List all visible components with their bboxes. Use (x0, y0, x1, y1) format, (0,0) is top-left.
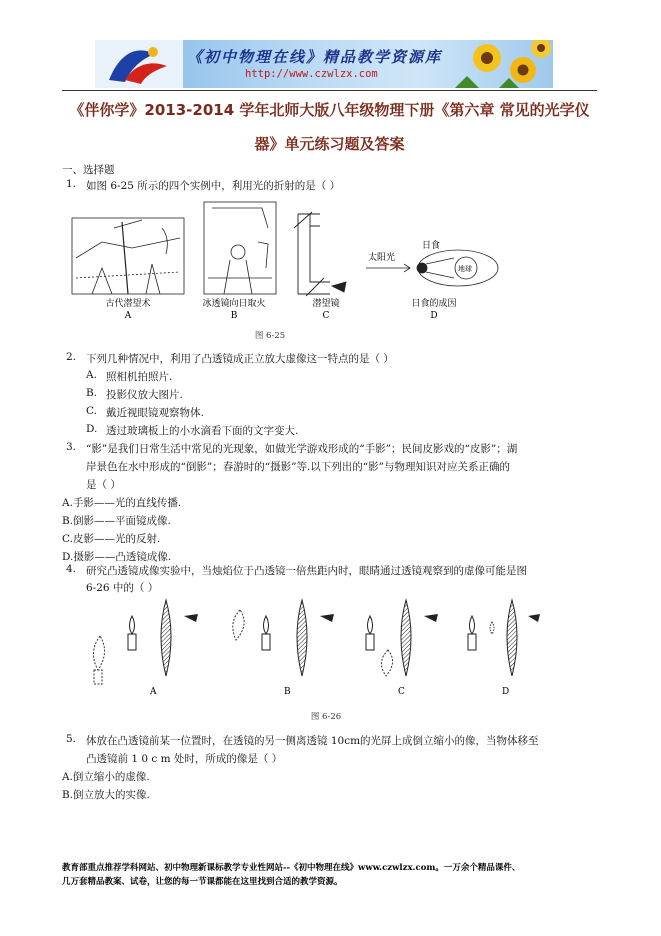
flame-c-icon (368, 616, 373, 634)
panel-d-lens-setup (468, 600, 540, 676)
figure-6-26-caption: 图 6-26 (310, 712, 342, 722)
panel-c-lens-setup (366, 600, 438, 676)
eye-icon (332, 282, 346, 292)
q2-option-c-letter: C. (86, 405, 97, 417)
fig626-letter-b: B (284, 687, 291, 697)
label-earth: 地球 (458, 265, 472, 273)
q1-number: 1. (66, 178, 77, 190)
panel-c-label: 潜望镜 (312, 299, 340, 309)
candle-d-icon (468, 634, 476, 650)
panel-c-letter: C (322, 311, 330, 321)
logo-dot-icon (148, 47, 158, 57)
q3-option-b: B.倒影——平面镜成像. (62, 515, 171, 527)
q5-number: 5. (66, 733, 77, 745)
q2-option-c: 戴近视眼镜观察物体. (106, 407, 204, 419)
virtual-flame-a-icon (93, 636, 104, 670)
panel-d-letter: D (430, 311, 438, 321)
eye-a-icon (184, 614, 198, 622)
panel-a-lens-setup (93, 600, 198, 684)
flame-d-icon (470, 616, 475, 634)
q3-option-d: D.摄影——凸透镜成像. (62, 551, 172, 563)
q4-line1: 研究凸透镜成像实验中，当烛焰位于凸透镜一倍焦距内时，眼睛通过透镜观察到的虚像可能是图 (86, 565, 527, 577)
figure-6-25 (62, 198, 502, 326)
footer-line1: 教育部重点推荐学科网站、初中物理新课标教学专业性网站--《初中物理在线》www.czwlzx.com。一万余个精品课件、 (62, 863, 521, 873)
footer (62, 861, 622, 889)
doc-title-line2: 器》单元练习题及答案 (254, 135, 405, 153)
section-heading: 一、选择题 (62, 164, 115, 176)
panel-b-lens-setup (233, 600, 334, 676)
banner-title: 《初中物理在线》精品教学资源库 (187, 48, 443, 66)
banner-url[interactable]: http://www.czwlzx.com (245, 68, 378, 80)
q1-text: 如图 6-25 所示的四个实例中，利用光的折射的是（ ） (86, 180, 341, 192)
label-sunlight: 太阳光 (368, 253, 396, 263)
panel-b-label: 冰透镜向日取火 (202, 299, 266, 309)
q5-option-b: B.倒立放大的实像. (62, 789, 150, 801)
panel-d-label: 日食的成因 (411, 299, 457, 309)
lens-c-icon (401, 600, 411, 676)
panel-a-label: 古代潜望术 (105, 299, 151, 309)
panel-b-illustration (204, 202, 276, 294)
q5-line1: 体放在凸透镜前某一位置时，在透镜的另一侧离透镜 10cm的光屏上成倒立缩小的像，当物体移至 (86, 735, 539, 747)
figure-6-25-caption: 图 6-25 (254, 331, 286, 341)
q2-option-d-letter: D. (86, 423, 98, 435)
eye-d-icon (528, 614, 540, 622)
q5-line2: 凸透镜前 1 0 c m 处时，所成的像是（ ） (86, 753, 283, 765)
eye-b-icon (320, 614, 334, 622)
virtual-flame-b-icon (233, 610, 244, 640)
lens-d-icon (507, 600, 517, 676)
panel-c-illustration (294, 212, 346, 296)
sunflower-decoration-icon (455, 40, 551, 88)
candle-b-icon (262, 634, 270, 650)
q2-option-a-letter: A. (86, 369, 97, 381)
q5-option-a: A.倒立缩小的虚像. (62, 771, 150, 783)
eye-c-icon (424, 614, 438, 622)
fig626-letter-d: D (502, 687, 510, 697)
q4-number: 4. (66, 563, 77, 575)
label-eclipse: 日食 (422, 241, 441, 251)
q2-option-b-letter: B. (86, 387, 98, 399)
panel-b-letter: B (230, 311, 238, 321)
q3-line1: “影”是我们日常生活中常见的光现象，如做光学游戏形成的“手影”；民间皮影戏的“皮影”；湖 (86, 443, 518, 455)
fig626-letter-a: A (150, 687, 157, 697)
q2-option-a: 照相机拍照片. (106, 371, 173, 383)
candle-c-icon (366, 634, 374, 650)
q2-text: 下列几种情况中，利用了凸透镜成正立放大虚像这一特点的是（ ） (86, 353, 394, 365)
q3-option-a: A.手影——光的直线传播. (62, 497, 182, 509)
panel-a-letter: A (124, 311, 132, 321)
doc-title-line1: 《伴你学》2013-2014 学年北师大版八年级物理下册《第六章 常见的光学仪 (69, 101, 590, 119)
header-banner (95, 40, 553, 88)
q2-option-d: 透过玻璃板上的小水滴看下面的文字变大. (106, 425, 299, 437)
q2-number: 2. (66, 351, 77, 363)
figure-6-26 (80, 596, 540, 706)
lens-a-icon (161, 600, 171, 676)
flame-b-icon (264, 616, 269, 634)
virtual-flame-c-icon (381, 650, 392, 676)
q3-option-c: C.皮影——光的反射. (62, 533, 161, 545)
virtual-flame-d-icon (490, 622, 494, 634)
fig626-letter-c: C (398, 687, 405, 697)
footer-line2: 几万套精品教案、试卷，让您的每一节课都能在这里找到合适的教学资源。 (62, 877, 343, 887)
lens-b-icon (297, 600, 307, 676)
header-rule (62, 90, 597, 91)
panel-a-illustration (72, 218, 184, 294)
q3-line2: 岸景色在水中形成的“倒影”；春游时的“摄影”等.以下列出的“影”与物理知识对应关系正确的 (86, 461, 511, 473)
q2-option-b: 投影仪放大图片. (106, 389, 183, 401)
flame-a-icon (130, 616, 135, 634)
candle-a-icon (128, 634, 136, 650)
q3-number: 3. (66, 441, 77, 453)
q3-line3: 是（ ） (86, 479, 121, 491)
q4-line2: 6-26 中的（ ） (86, 582, 159, 594)
